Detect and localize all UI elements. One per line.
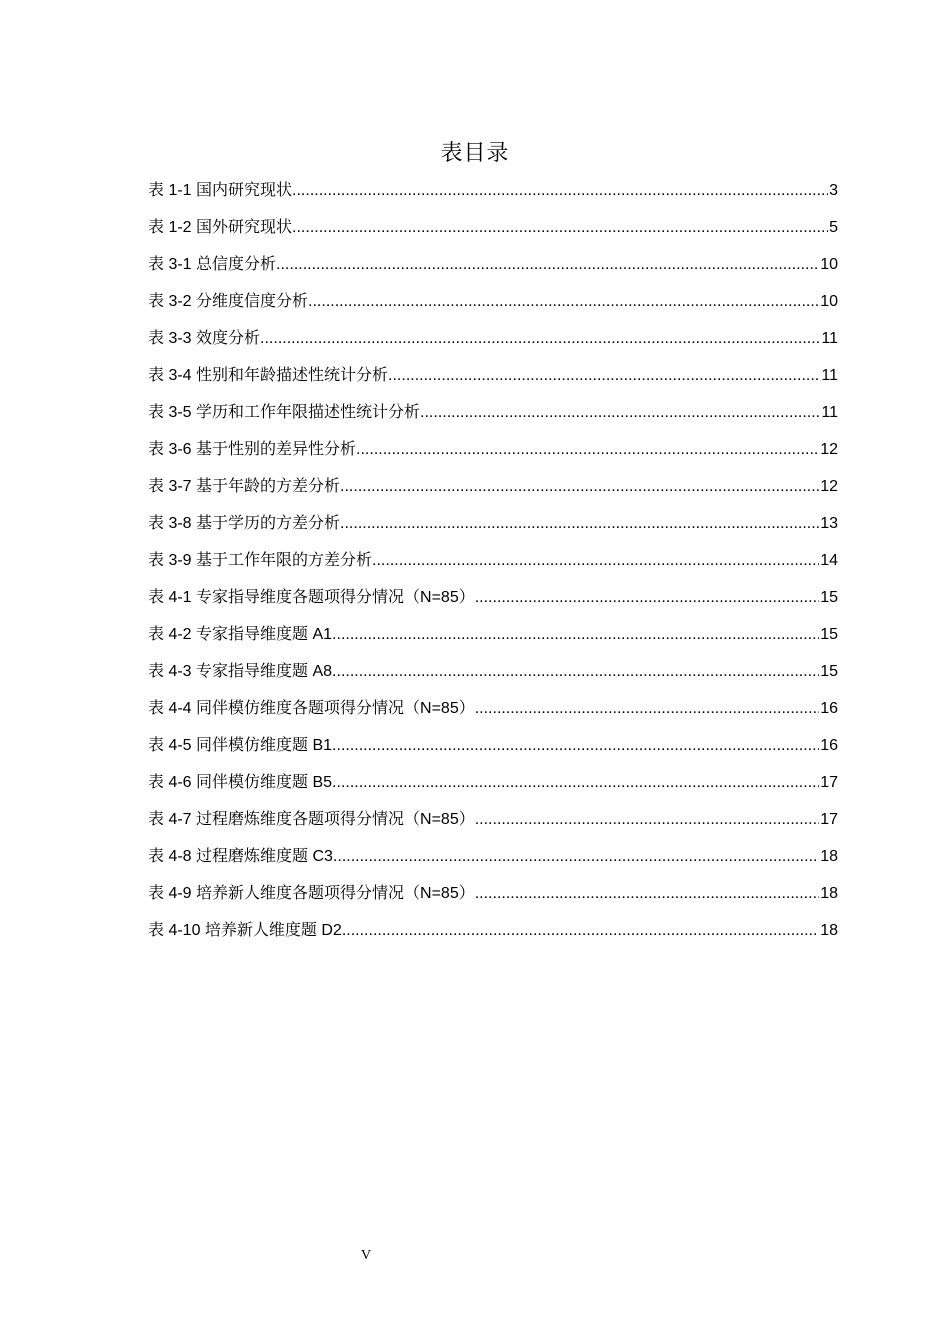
toc-entry-label: 表 4-9 培养新人维度各题项得分情况（N=85） [148, 885, 475, 902]
toc-entry-label: 表 3-9 基于工作年限的方差分析 [148, 552, 373, 569]
toc-dot-leader [308, 287, 819, 317]
toc-dot-leader [342, 916, 819, 946]
toc-entry-label: 表 4-6 同伴模仿维度题 B5 [148, 774, 333, 791]
toc-dot-leader [333, 842, 819, 872]
toc-dot-leader [356, 435, 819, 465]
toc-entry-label: 表 4-7 过程磨炼维度各题项得分情况（N=85） [148, 811, 475, 828]
toc-entry-label: 表 3-8 基于学历的方差分析 [148, 515, 341, 532]
toc-dot-leader [332, 731, 819, 761]
toc-dot-leader [420, 398, 820, 428]
toc-entry-label: 表 4-10 培养新人维度题 D2 [148, 922, 342, 939]
toc-entry-page: 18 [820, 922, 838, 939]
toc-entry-page: 11 [821, 367, 838, 384]
toc-entry-page: 12 [820, 478, 838, 495]
toc-entry-label: 表 4-4 同伴模仿维度各题项得分情况（N=85） [148, 700, 475, 717]
toc-dot-leader [475, 805, 819, 835]
toc-entry[interactable] [148, 879, 838, 916]
toc-dot-leader [340, 472, 819, 502]
toc-entry[interactable] [148, 546, 838, 583]
toc-entry-label: 表 4-5 同伴模仿维度题 B1 [148, 737, 333, 754]
toc-entry-label: 表 3-4 性别和年龄描述性统计分析 [148, 367, 389, 384]
toc-dot-leader [260, 324, 820, 354]
toc-entry-label: 表 3-2 分维度信度分析 [148, 293, 309, 310]
toc-entry-page: 16 [820, 700, 838, 717]
toc-entry-page: 11 [821, 404, 838, 421]
toc-dot-leader [332, 620, 819, 650]
toc-entry[interactable] [148, 361, 838, 398]
toc-entry-label: 表 4-1 专家指导维度各题项得分情况（N=85） [148, 589, 475, 606]
toc-dot-leader [292, 176, 828, 206]
toc-entry[interactable] [148, 916, 838, 953]
toc-entry-label: 表 3-5 学历和工作年限描述性统计分析 [148, 404, 421, 421]
toc-entry-page: 18 [820, 848, 838, 865]
toc-entry-label: 表 3-3 效度分析 [148, 330, 261, 347]
toc-dot-leader [475, 694, 819, 724]
toc-dot-leader [340, 509, 819, 539]
toc-entry-page: 16 [820, 737, 838, 754]
toc-dot-leader [475, 879, 819, 909]
toc-entry[interactable] [148, 694, 838, 731]
toc-entry-page: 5 [829, 219, 838, 236]
toc-entry[interactable] [148, 435, 838, 472]
toc-entry-label: 表 4-2 专家指导维度题 A1 [148, 626, 333, 643]
toc-entry-page: 17 [820, 811, 838, 828]
toc-dot-leader [388, 361, 820, 391]
toc-entry-label: 表 3-1 总信度分析 [148, 256, 277, 273]
toc-entry-label: 表 1-1 国内研究现状 [148, 182, 293, 199]
toc-entry-page: 14 [820, 552, 838, 569]
toc-entry[interactable] [148, 805, 838, 842]
toc-entry-page: 10 [820, 293, 838, 310]
toc-entry[interactable] [148, 287, 838, 324]
toc-entry-page: 11 [821, 330, 838, 347]
toc-entry[interactable] [148, 620, 838, 657]
toc-entry-label: 表 4-3 专家指导维度题 A8 [148, 663, 333, 680]
toc-entry[interactable] [148, 213, 838, 250]
toc-dot-leader [332, 768, 819, 798]
toc-entry[interactable] [148, 583, 838, 620]
toc-dot-leader [276, 250, 819, 280]
toc-entry-page: 10 [820, 256, 838, 273]
toc-entry-page: 12 [820, 441, 838, 458]
toc-dot-leader [332, 657, 819, 687]
toc-entry[interactable] [148, 657, 838, 694]
toc-entry-page: 15 [820, 663, 838, 680]
toc-entry-page: 17 [820, 774, 838, 791]
table-of-contents [148, 176, 838, 953]
toc-entry[interactable] [148, 250, 838, 287]
page-title: 表目录 [440, 140, 510, 166]
toc-entry[interactable] [148, 842, 838, 879]
toc-dot-leader [372, 546, 819, 576]
toc-entry-page: 15 [820, 589, 838, 606]
toc-entry[interactable] [148, 731, 838, 768]
toc-entry-label: 表 4-8 过程磨炼维度题 C3 [148, 848, 333, 865]
page-number: V [360, 1248, 372, 1263]
toc-entry-label: 表 3-7 基于年龄的方差分析 [148, 478, 341, 495]
toc-entry-page: 18 [820, 885, 838, 902]
toc-dot-leader [292, 213, 828, 243]
toc-entry-page: 15 [820, 626, 838, 643]
toc-entry-page: 3 [829, 182, 838, 199]
toc-entry[interactable] [148, 176, 838, 213]
toc-entry-page: 13 [820, 515, 838, 532]
toc-entry-label: 表 1-2 国外研究现状 [148, 219, 293, 236]
toc-dot-leader [475, 583, 819, 613]
toc-entry[interactable] [148, 324, 838, 361]
toc-entry[interactable] [148, 398, 838, 435]
toc-entry-label: 表 3-6 基于性别的差异性分析 [148, 441, 357, 458]
toc-entry[interactable] [148, 472, 838, 509]
toc-entry[interactable] [148, 509, 838, 546]
toc-entry[interactable] [148, 768, 838, 805]
